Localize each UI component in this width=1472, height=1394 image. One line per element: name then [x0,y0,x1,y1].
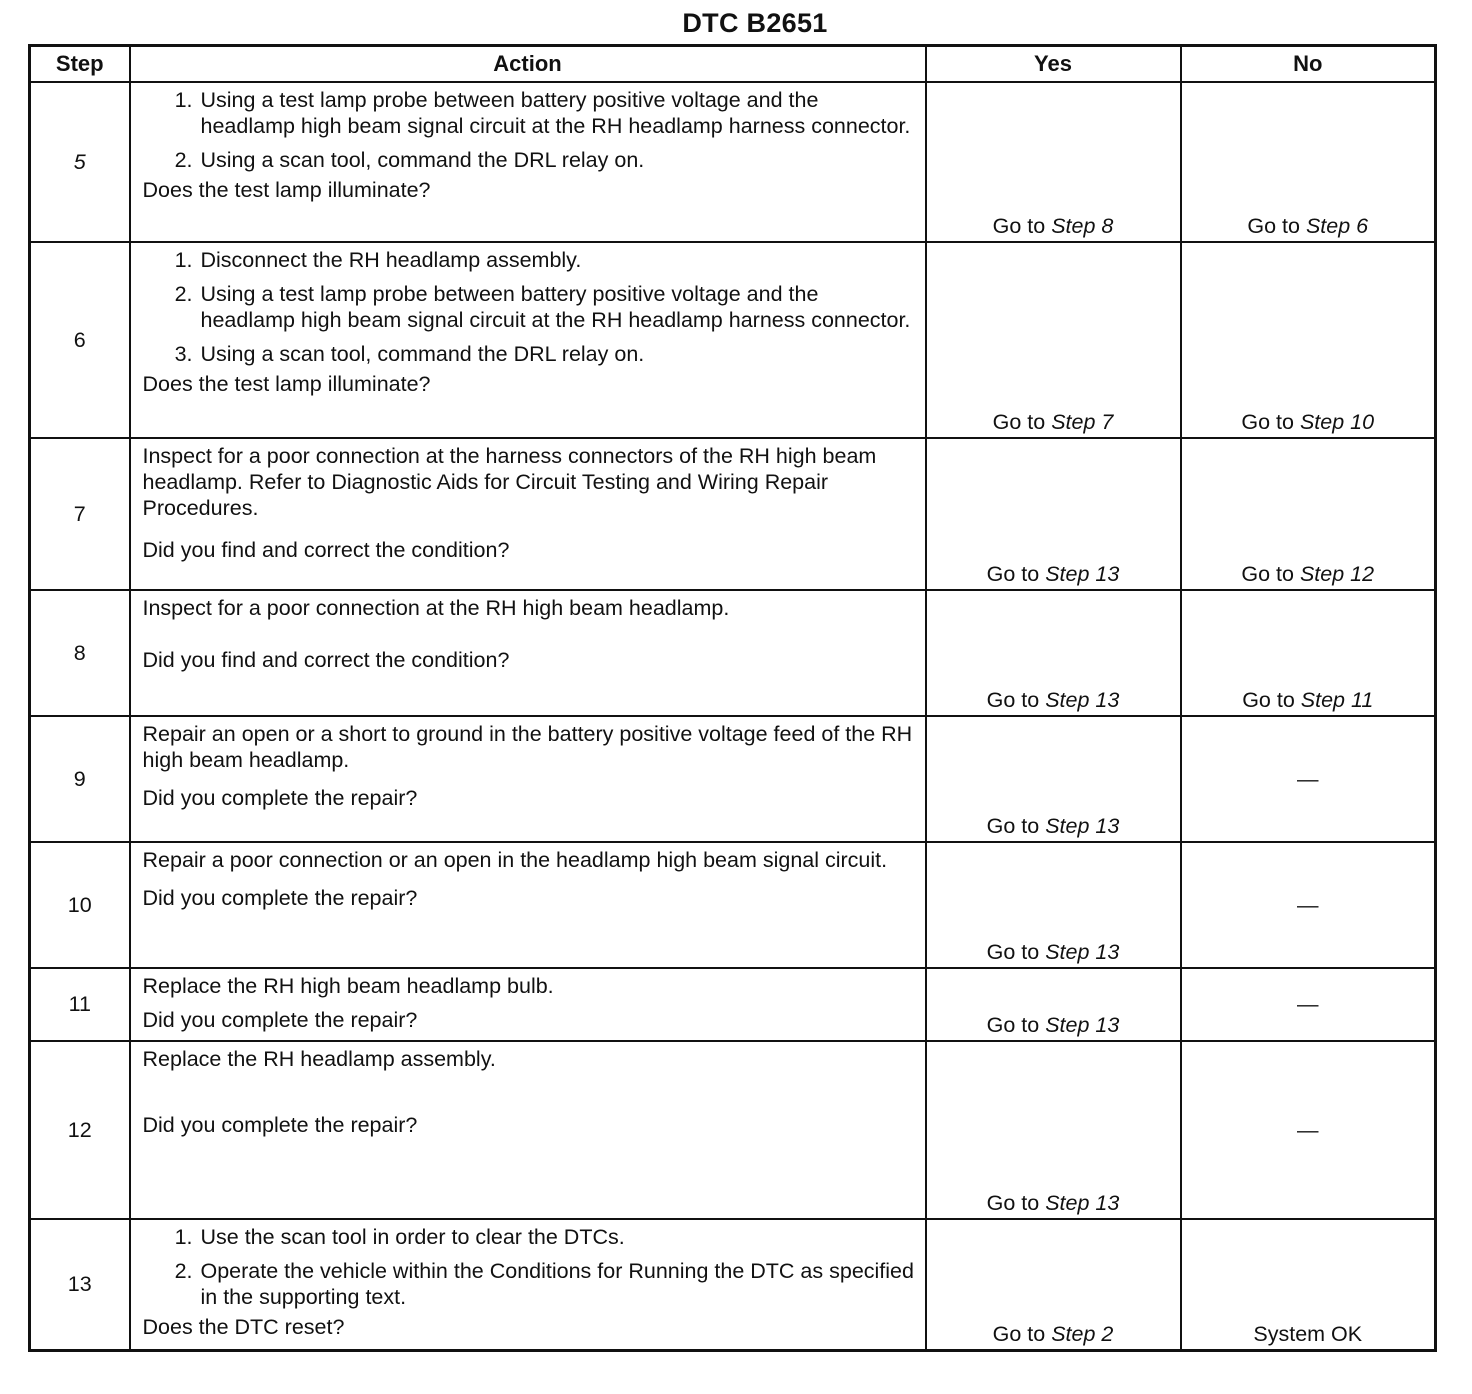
action-question: Did you complete the repair? [142,1113,418,1137]
yes-result: Go to Step 13 [926,968,1181,1041]
page-title: DTC B2651 [682,8,828,38]
no-result: Go to Step 6 [1181,82,1436,242]
action-text: Inspect for a poor connection at the RH high beam headlamp. [142,596,730,620]
step-reference: Step 13 [1045,940,1120,964]
yes-result: Go to Step 13 [926,1041,1181,1219]
yes-result: Go to Step 7 [926,242,1181,438]
action-item: 1. Using a test lamp probe between battery positive voltage and the headlamp high beam signal circuit at the RH headlamp harness connector. [199,87,915,139]
yes-result: Go to Step 13 [926,716,1181,842]
action-question: Did you find and correct the condition? [142,648,510,672]
action-text: Repair an open or a short to ground in the battery positive voltage feed of the RH high beam headlamp. [142,722,913,772]
action-cell [130,716,926,842]
step-reference: Step 8 [1051,214,1114,238]
action-question: Does the test lamp illuminate? [142,178,431,202]
action-cell [130,842,926,968]
yes-result: Go to Step 8 [926,82,1181,242]
table-row [30,438,1436,590]
action-item: 2. Operate the vehicle within the Conditions for Running the DTC as specified in the supporting text. [199,1258,915,1310]
table-row [30,842,1436,968]
yes-result: Go to Step 2 [926,1219,1181,1350]
action-question: Does the test lamp illuminate? [142,372,431,396]
step-reference: Step 13 [1045,814,1120,838]
action-cell [130,438,926,590]
action-list [143,1224,915,1310]
step-number: 10 [30,842,130,968]
header-yes: Yes [926,46,1181,83]
header-action: Action [130,46,926,83]
no-result: Go to Step 10 [1181,242,1436,438]
step-reference: Step 7 [1051,410,1114,434]
action-cell [130,1219,926,1350]
yes-result: Go to Step 13 [926,842,1181,968]
action-item: 2. Using a scan tool, command the DRL relay on. [199,147,915,173]
action-list [143,87,915,173]
action-cell [130,590,926,716]
yes-result: Go to Step 13 [926,438,1181,590]
action-item: 1. Disconnect the RH headlamp assembly. [199,247,915,273]
no-result: Go to Step 12 [1181,438,1436,590]
no-result: System OK [1181,1219,1436,1350]
step-reference: Step 2 [1051,1321,1114,1346]
step-reference: Step 13 [1045,1191,1120,1215]
action-text: Replace the RH high beam headlamp bulb. [142,974,554,998]
action-cell [130,1041,926,1219]
action-question: Did you complete the repair? [142,786,418,810]
step-reference: Step 6 [1305,214,1369,238]
table-row [30,242,1436,438]
no-result: — [1181,842,1436,968]
header-no: No [1181,46,1436,83]
yes-result: Go to Step 13 [926,590,1181,716]
header-step: Step [30,46,130,83]
step-number: 8 [30,590,130,716]
action-question: Does the DTC reset? [142,1315,345,1339]
table-row [30,1219,1436,1350]
action-text: Inspect for a poor connection at the harness connectors of the RH high beam headlamp. Refer to Diagnostic Aids for Circuit Testing and Wiring Repair Procedures. [142,444,877,520]
action-question: Did you complete the repair? [142,1008,418,1032]
step-number: 12 [30,1041,130,1219]
action-cell [130,242,926,438]
action-cell [130,82,926,242]
table-row [30,1041,1436,1219]
step-reference: Step 11 [1300,688,1374,712]
step-number: 13 [30,1219,130,1350]
step-reference: Step 13 [1045,1013,1120,1037]
action-text: Repair a poor connection or an open in the headlamp high beam signal circuit. [142,848,888,872]
step-number: 11 [30,968,130,1041]
step-number: 5 [30,82,130,242]
step-reference: Step 13 [1045,688,1120,712]
table-row [30,82,1436,242]
action-question: Did you find and correct the condition? [142,538,510,562]
no-result: — [1181,1041,1436,1219]
header-row [30,46,1436,83]
table-row [30,716,1436,842]
action-question: Did you complete the repair? [142,886,418,910]
action-item: 3. Using a scan tool, command the DRL relay on. [199,341,915,367]
step-number: 7 [30,438,130,590]
action-cell [130,968,926,1041]
no-result: Go to Step 11 [1181,590,1436,716]
step-number: 6 [30,242,130,438]
diagnostic-table [28,44,1437,1352]
step-reference: Step 13 [1045,562,1120,586]
no-result: — [1181,716,1436,842]
step-reference: Step 12 [1299,562,1375,586]
action-item: 2. Using a test lamp probe between battery positive voltage and the headlamp high beam signal circuit at the RH headlamp harness connector. [199,281,915,333]
action-text: Replace the RH headlamp assembly. [142,1047,496,1071]
action-item: 1. Use the scan tool in order to clear the DTCs. [199,1224,915,1250]
action-list [143,247,915,367]
no-result: — [1181,968,1436,1041]
step-reference: Step 10 [1299,410,1375,434]
step-number: 9 [30,716,130,842]
table-row [30,590,1436,716]
table-row [30,968,1436,1041]
